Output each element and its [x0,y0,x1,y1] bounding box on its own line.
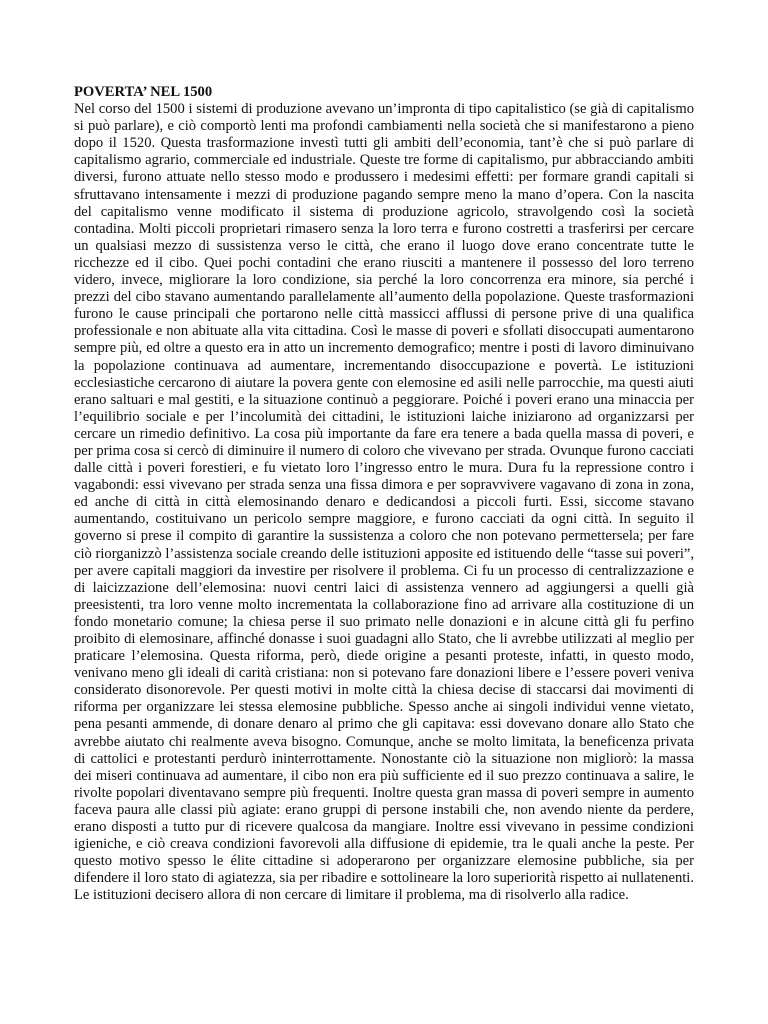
document-title: POVERTA’ NEL 1500 [74,84,213,100]
document-page [74,84,694,905]
document-body-text: Nel corso del 1500 i sistemi di produzione avevano un’impronta di tipo capitalistico (se già di capitalismo si può parlare), e ciò comportò lenti ma profondi cambiamenti nella società che si manifestarono a pieno dopo il 1520. Questa trasformazione investì tutti gli ambiti dell’economia, tant’è che si può parlare di capitalismo agrario, commerciale ed industriale. Queste tre forme di capitalismo, pur abbracciando ambiti diversi, furono attuate nello stesso modo e produssero i medesimi effetti: per formare grandi capitali si sfruttavano intensamente i mezzi di produzione pagando sempre meno la mano d’opera. Con la nascita del capitalismo venne modificato il sistema di produzione agricolo, stravolgendo così la società contadina. Molti piccoli proprietari rimasero senza la loro terra e furono costretti a trasferirsi per cercare un qualsiasi mezzo di sussistenza verso le città, che erano il luogo dove erano concentrate tutte le ricchezze ed il cibo. Quei pochi contadini che erano riusciti a mantenere il possesso del loro terreno videro, invece, migliorare la loro condizione, sia perché la loro concorrenza era minore, sia perché i prezzi del cibo stavano aumentando parallelamente all’aumento della popolazione. Queste trasformazioni furono le cause principali che portarono nelle città massicci afflussi di persone prive di una qualifica professionale e non abituate alla vita cittadina. Così le masse di poveri e sfollati disoccupati aumentarono sempre più, ed oltre a questo era in atto un incremento demografico; mentre i posti di lavoro diminuivano la popolazione continuava ad aumentare, incrementando disoccupazione e povertà. Le istituzioni ecclesiastiche cercarono di aiutare la povera gente con elemosine ed asili nelle parrocchie, ma questi aiuti erano saltuari e mal gestiti, e la situazione continuò a peggiorare. Poiché i poveri erano una minaccia per l’equilibrio sociale e per l’incolumità dei cittadini, le istituzioni laiche iniziarono ad organizzarsi per cercare un rimedio definitivo. La cosa più importante da fare era tenere a bada quella massa di poveri, e per prima cosa si cercò di diminuire il numero di coloro che vivevano per strada. Ovunque furono cacciati dalle città i poveri forestieri, e fu vietato loro l’ingresso entro le mura. Dura fu la repressione contro i vagabondi: essi vivevano per strada senza una fissa dimora e per sopravvivere vagavano di zona in zona, ed anche di città in città elemosinando denaro e dedicandosi a piccoli furti. Essi, siccome stavano aumentando, costituivano un pericolo sempre maggiore, e furono cacciati da ogni città. In seguito il governo si prese il compito di garantire la sussistenza a coloro che non potevano permettersela; per fare ciò riorganizzò l’assistenza sociale creando delle istituzioni apposite ed istituendo delle “tasse sui poveri”, per avere capitali maggiori da investire per risolvere il problema. Ci fu un processo di centralizzazione e di laicizzazione dell’elemosina: nuovi centri laici di assistenza vennero ad aggiungersi a quelli già preesistenti, tra loro venne molto incrementata la collaborazione fino ad arrivare alla costituzione di un fondo monetario comune; la chiesa perse il suo primato nelle donazioni e in alcune città gli fu perfino proibito di elemosinare, affinché donasse i suoi guadagni allo Stato, che li avrebbe utilizzati al meglio per praticare l’elemosina. Questa riforma, però, diede origine a pesanti proteste, infatti, in questo modo, venivano meno gli ideali di carità cristiana: non si potevano fare donazioni libere e l’essere poveri veniva considerato disonorevole. Per questi motivi in molte città la chiesa decise di staccarsi dai movimenti di riforma per organizzare lei stessa elemosine pubbliche. Spesso anche ai singoli individui venne vietato, pena pesanti ammende, di donare denaro al primo che gli capitava: essi dovevano donare allo Stato che avrebbe aiutato chi realmente aveva bisogno. Comunque, anche se molto limitata, la beneficenza privata di cattolici e protestanti perdurò ininterrottamente. Nonostante ciò la situazione non migliorò: la massa dei miseri continuava ad aumentare, il cibo non era più sufficiente ed il suo prezzo continuava a salire, le rivolte popolari diventavano sempre più frequenti. Inoltre questa gran massa di poveri sempre in aumento faceva paura alle classi più agiate: erano gruppi di persone instabili che, non avendo niente da perdere, erano disposti a tutto pur di ricevere qualcosa da mangiare. Inoltre essi vivevano in pessime condizioni igieniche, e ciò creava condizioni favorevoli alla diffusione di epidemie, tra le quali anche la peste. Per questo motivo spesso le élite cittadine si adoperarono per organizzare elemosine pubbliche, sia per difendere il loro stato di agiatezza, sia per ribadire e sottolineare la loro superiorità rispetto ai nullatenenti. Le istituzioni decisero allora di non cercare di limitare il problema, ma di risolverlo alla radice. [74,101,694,904]
